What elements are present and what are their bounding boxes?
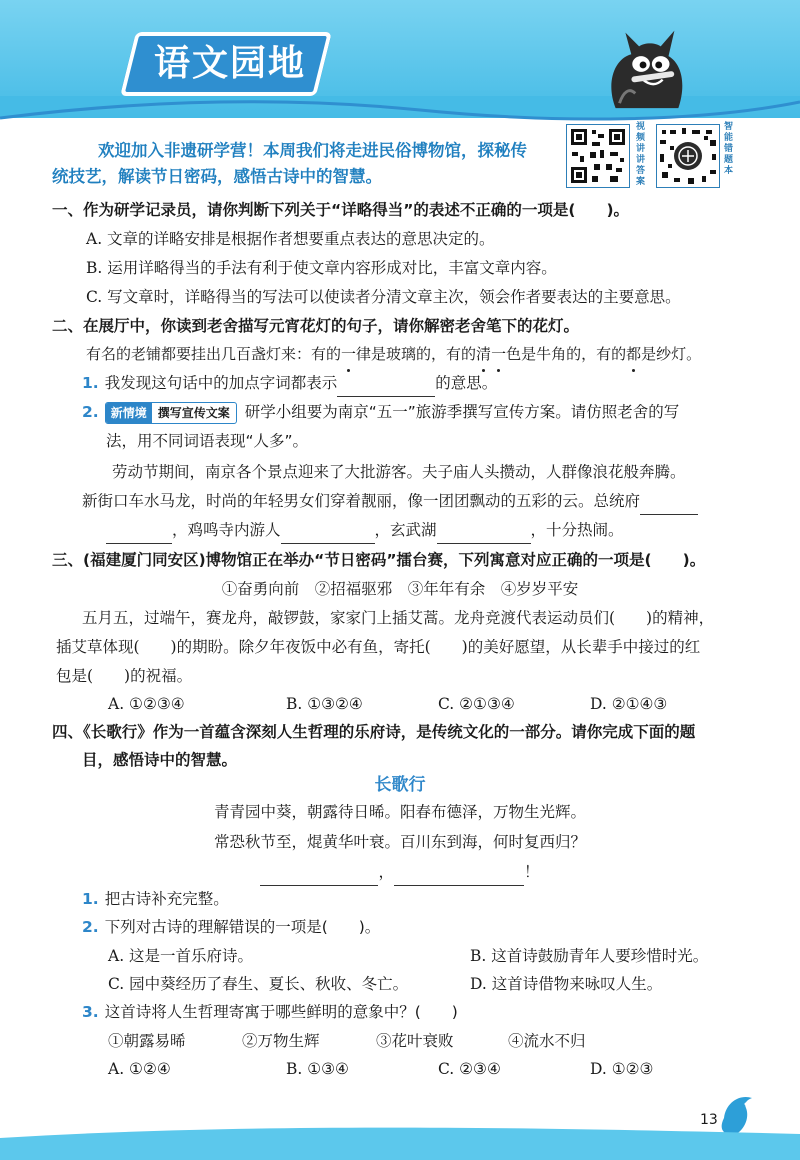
- q3-option-b: B. ①③②④: [286, 695, 363, 713]
- q4-sub1-text: 把古诗补充完整。: [104, 890, 229, 908]
- task-tag-label: 撰写宣传文案: [157, 405, 230, 420]
- q4-sub2: [82, 913, 752, 941]
- wrong-questions-qr-code-icon[interactable]: [656, 124, 720, 188]
- q1-title: 一、作为研学记录员，请你判断下列关于“详略得当”的表述不正确的一项是( )。: [52, 201, 630, 219]
- q3-option-a: A. ①②③④: [108, 695, 185, 713]
- q2-dotted-char-2: 清: [476, 340, 491, 368]
- q2-quote-part-b: 律是玻璃的，有的: [356, 345, 477, 363]
- q2-quote: [86, 340, 776, 368]
- q2-sub1-number: 1.: [82, 374, 99, 392]
- q4-sub3-item-3: ③花叶衰败: [376, 1032, 454, 1050]
- q2-dotted-char-4: 都: [626, 340, 641, 368]
- q2-para3-a: ，鸡鸣寺内游人: [172, 521, 281, 539]
- q2-sub1-text-a: 我发现这句话中的加点字词都表示: [104, 374, 338, 392]
- poem-blank-1[interactable]: [260, 867, 378, 886]
- q2-quote-part-a: 有名的老铺都要挂出几百盏灯来：有的: [86, 345, 342, 363]
- q4-sub3-text: 这首诗将人生哲理寄寓于哪些鲜明的意象中？( ): [104, 1003, 458, 1021]
- q4-sub1: [82, 885, 752, 913]
- q2-sub2-text-2: 法，用不同词语表现“人多”。: [106, 432, 309, 450]
- q3-para-line-1: 五月五，过端午，赛龙舟，敲锣鼓，家家门上插艾蒿。龙舟竞渡代表运动员们( )的精神，: [82, 609, 715, 627]
- q2-sub2-text: 研学小组要为南京“五一”旅游季撰写宣传方案。请仿照老舍的写: [244, 403, 680, 421]
- q4-sub3-item-4: ④流水不归: [508, 1032, 586, 1050]
- q2-para-line-3: [106, 516, 766, 544]
- q3-title: 三、(福建厦门同安区)博物馆正在举办“节日密码”擂台赛，下列寓意对应正确的一项是( )。: [52, 551, 706, 569]
- q2-quote-part-d: 是纱灯。: [641, 345, 702, 363]
- poem-blank-line: [0, 858, 800, 886]
- q3-option-d: D. ②①④③: [590, 695, 668, 713]
- q3-para-line-2: 插艾草体现( )的期盼。除夕年夜饭中必有鱼，寄托( )的美好愿望，从长辈手中接过的红: [56, 638, 701, 656]
- q4-sub2-option-c: C. 园中葵经历了春生、夏长、秋收、冬亡。: [108, 975, 409, 993]
- wrong-questions-qr-label: 智能错题本: [724, 122, 734, 176]
- q2-sub1-blank[interactable]: [337, 378, 435, 397]
- q4-sub2-option-a: A. 这是一首乐府诗。: [108, 947, 254, 965]
- new-situation-tag-label: 新情境: [106, 403, 152, 423]
- cat-mascot-icon: [596, 14, 694, 114]
- q2-para-line-2: [82, 487, 702, 515]
- page-title: 语文园地: [153, 43, 306, 84]
- q2-blank-2[interactable]: [281, 525, 375, 544]
- intro-text: [52, 138, 548, 190]
- q4-sub2-text: 下列对古诗的理解错误的一项是( )。: [104, 918, 381, 936]
- q4-sub2-option-b: B. 这首诗鼓励青年人要珍惜时光。: [470, 947, 709, 965]
- q2-para3-c: ，十分热闹。: [530, 521, 624, 539]
- q3-choices: ①奋勇向前 ②招福驱邪 ③年年有余 ④岁岁平安: [221, 580, 579, 598]
- q2-blank-1-cont[interactable]: [106, 525, 172, 544]
- q4-sub3-option-d: D. ①②③: [590, 1060, 654, 1078]
- new-situation-tag: [105, 402, 237, 424]
- q4-sub1-number: 1.: [82, 890, 99, 908]
- q2-quote-part-c: 色是牛角的，有的: [506, 345, 627, 363]
- q4-sub2-number: 2.: [82, 918, 99, 936]
- poem-line-2: 常恐秋节至，焜黄华叶衰。百川东到海，何时复西归？: [213, 833, 586, 851]
- intro-line-2: 统技艺，解读节日密码，感悟古诗中的智慧。: [52, 167, 382, 186]
- poem-line-1: 青青园中葵，朝露待日晞。阳春布德泽，万物生光辉。: [213, 803, 586, 821]
- q2-title: 二、在展厅中，你读到老舍描写元宵花灯的句子，请你解密老舍笔下的花灯。: [52, 317, 580, 335]
- q2-blank-1[interactable]: [640, 496, 698, 515]
- q4-sub3-item-2: ②万物生辉: [242, 1032, 320, 1050]
- q2-blank-3[interactable]: [437, 525, 531, 544]
- q4-sub3-option-b: B. ①③④: [286, 1060, 349, 1078]
- q4-sub3-option-a: A. ①②④: [108, 1060, 171, 1078]
- video-qr-label: 视频讲讲答案: [636, 122, 646, 187]
- q2-sub1: [82, 369, 752, 397]
- intro-line-1: 欢迎加入非遗研学营！本周我们将走进民俗博物馆，探秘传: [98, 141, 527, 160]
- poem-blank-end: ！: [524, 863, 540, 881]
- poem-title: 长歌行: [374, 775, 426, 795]
- video-qr-code-icon[interactable]: [566, 124, 630, 188]
- q2-sub1-text-b: 的意思。: [435, 374, 498, 392]
- q4-title-line-1: 四、《长歌行》作为一首蕴含深刻人生哲理的乐府诗，是传统文化的一部分。请你完成下面的题: [52, 723, 696, 741]
- poem-blank-2[interactable]: [394, 867, 524, 886]
- q4-sub3: [82, 998, 752, 1026]
- q3-para-line-3: 包是( )的祝福。: [56, 667, 193, 685]
- q4-sub3-number: 3.: [82, 1003, 99, 1021]
- q3-option-c: C. ②①③④: [438, 695, 515, 713]
- page-number: 13: [700, 1112, 718, 1128]
- q1-option-a: A. 文章的详略安排是根据作者想要重点表达的意思决定的。: [86, 230, 495, 248]
- q1-option-b: B. 运用详略得当的手法有利于使文章内容形成对比，丰富文章内容。: [86, 259, 557, 277]
- q2-sub2: [82, 398, 752, 426]
- q2-para-line-1: 劳动节期间，南京各个景点迎来了大批游客。夫子庙人头攒动，人群像浪花般奔腾。: [112, 463, 686, 481]
- q4-title-line-2: 目，感悟诗中的智慧。: [82, 751, 238, 769]
- q4-sub3-item-1: ①朝露易晞: [108, 1032, 186, 1050]
- footer-band: [0, 1138, 800, 1160]
- q1-option-c: C. 写文章时，详略得当的写法可以使读者分清文章主次，领会作者要表达的主要意思。: [86, 288, 681, 306]
- q2-dotted-char-3: 一: [491, 340, 506, 368]
- q2-para3-b: ，玄武湖: [374, 521, 437, 539]
- q2-para-line-2-text: 新街口车水马龙，时尚的年轻男女们穿着靓丽，像一团团飘动的五彩的云。总统府: [82, 492, 641, 510]
- q4-sub3-option-c: C. ②③④: [438, 1060, 501, 1078]
- q2-sub2-number: 2.: [82, 403, 99, 421]
- poem-blank-sep: ，: [378, 863, 394, 881]
- q2-dotted-char-1: 一: [341, 340, 356, 368]
- q4-sub2-option-d: D. 这首诗借物来咏叹人生。: [470, 975, 663, 993]
